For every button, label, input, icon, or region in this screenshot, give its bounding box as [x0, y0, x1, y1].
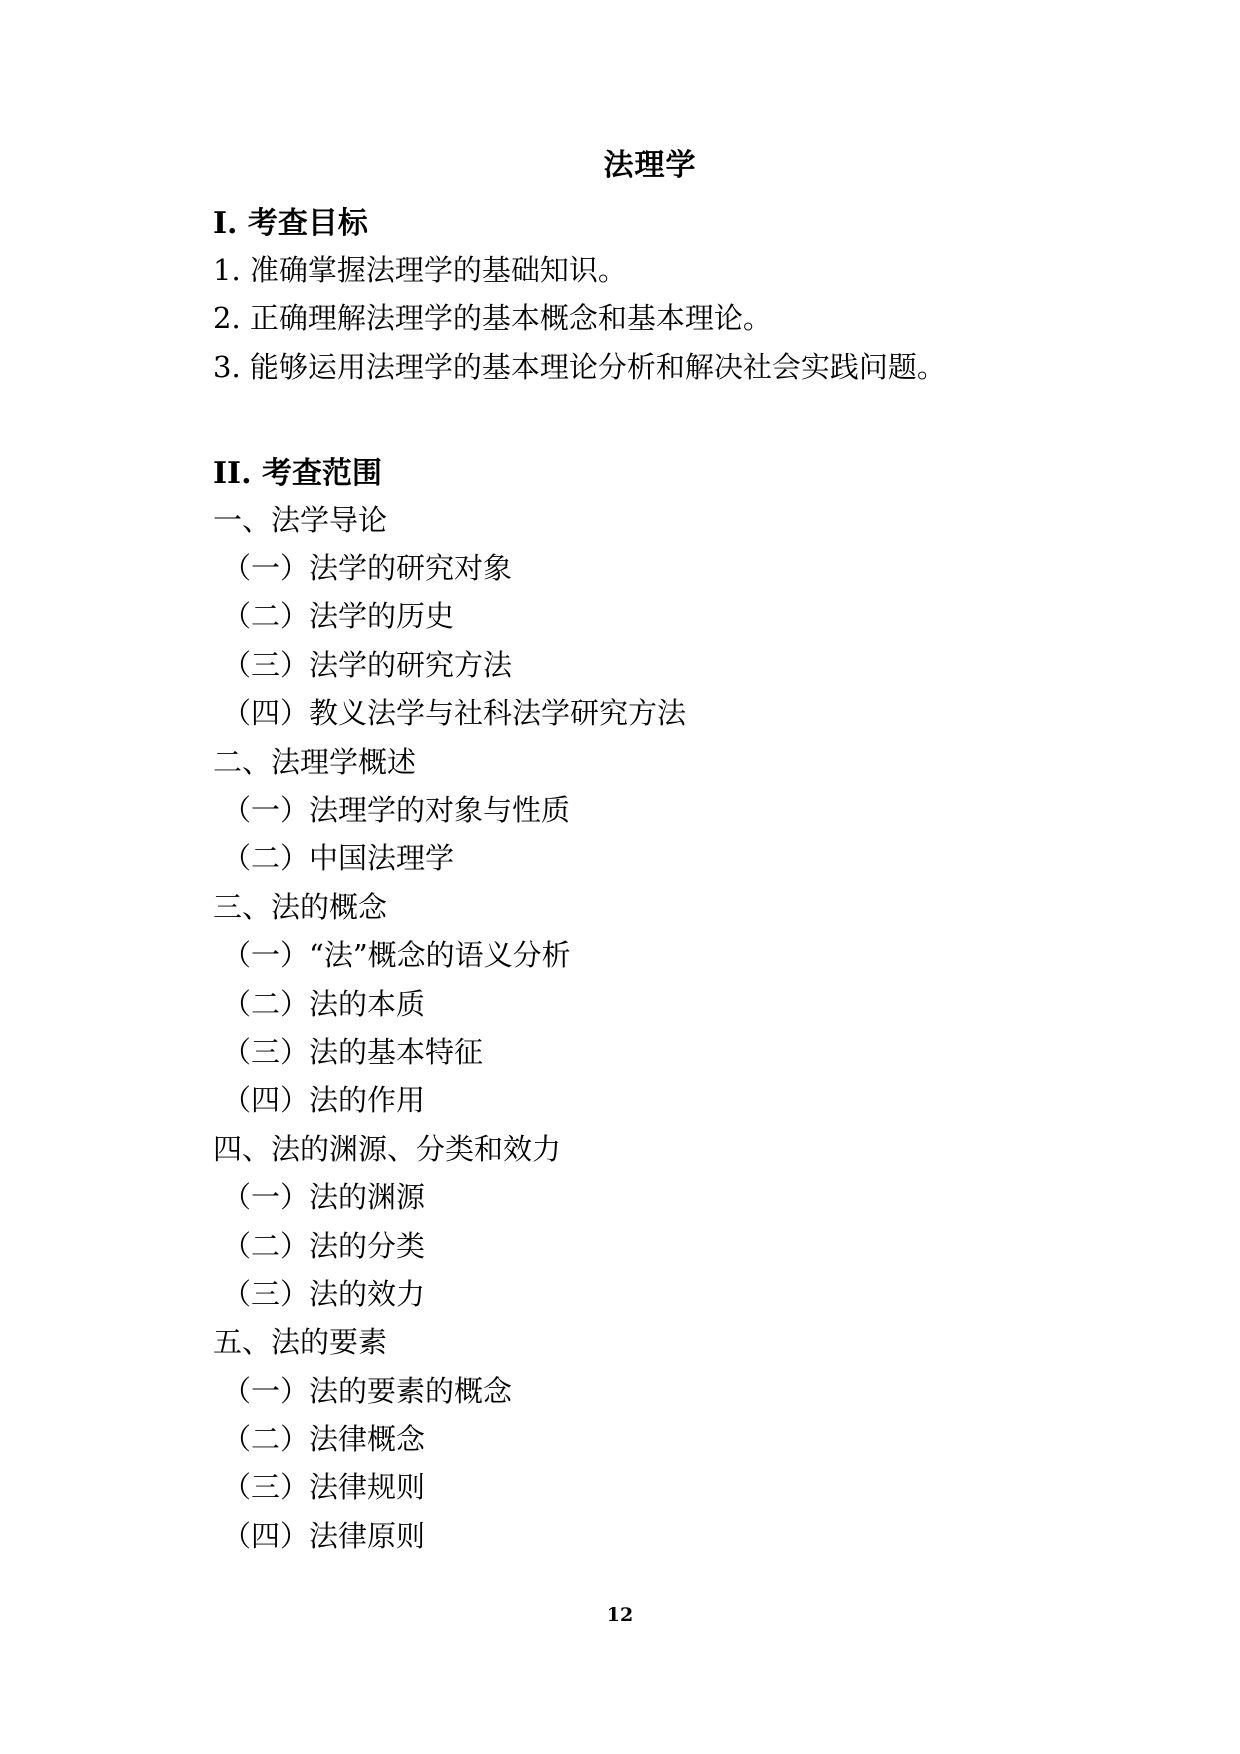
document-body	[213, 196, 1093, 1559]
outline-section: 二、法理学概述	[213, 744, 417, 779]
objective-item: 2. 正确理解法理学的基本概念和基本理论。	[213, 301, 772, 336]
outline-item: （二）法的本质	[222, 986, 426, 1021]
scope-outline-list	[213, 494, 1093, 1559]
scope-heading: II. 考查范围	[213, 455, 382, 491]
outline-item: （二）中国法理学	[222, 841, 455, 876]
outline-item: （三）法的基本特征	[222, 1034, 484, 1069]
objectives-heading: I. 考查目标	[213, 206, 368, 242]
outline-item: （一）法学的研究对象	[222, 551, 513, 586]
objective-item: 3. 能够运用法理学的基本理论分析和解决社会实践问题。	[213, 349, 946, 384]
outline-item: （一）法的渊源	[222, 1180, 426, 1215]
outline-item: （一）“法”概念的语义分析	[222, 938, 571, 973]
outline-item: （四）法律原则	[222, 1518, 426, 1553]
page-number: 12	[606, 1604, 634, 1626]
objectives-list	[213, 244, 1093, 389]
outline-item: （四）教义法学与社科法学研究方法	[222, 696, 687, 731]
document-title: 法理学	[603, 148, 697, 183]
outline-item: （三）法律规则	[222, 1470, 426, 1505]
outline-item: （四）法的作用	[222, 1083, 426, 1118]
outline-item: （二）法律概念	[222, 1422, 426, 1457]
section-gap	[213, 390, 1093, 446]
outline-item: （三）法的效力	[222, 1276, 426, 1311]
outline-item: （一）法理学的对象与性质	[222, 792, 571, 827]
outline-section: 三、法的概念	[213, 889, 388, 924]
outline-section: 五、法的要素	[213, 1325, 388, 1360]
outline-item: （一）法的要素的概念	[222, 1373, 513, 1408]
outline-item: （三）法学的研究方法	[222, 647, 513, 682]
outline-section: 四、法的渊源、分类和效力	[213, 1131, 562, 1166]
outline-section: 一、法学导论	[213, 502, 388, 537]
outline-item: （二）法的分类	[222, 1228, 426, 1263]
objective-item: 1. 准确掌握法理学的基础知识。	[213, 253, 627, 288]
outline-item: （二）法学的历史	[222, 599, 455, 634]
